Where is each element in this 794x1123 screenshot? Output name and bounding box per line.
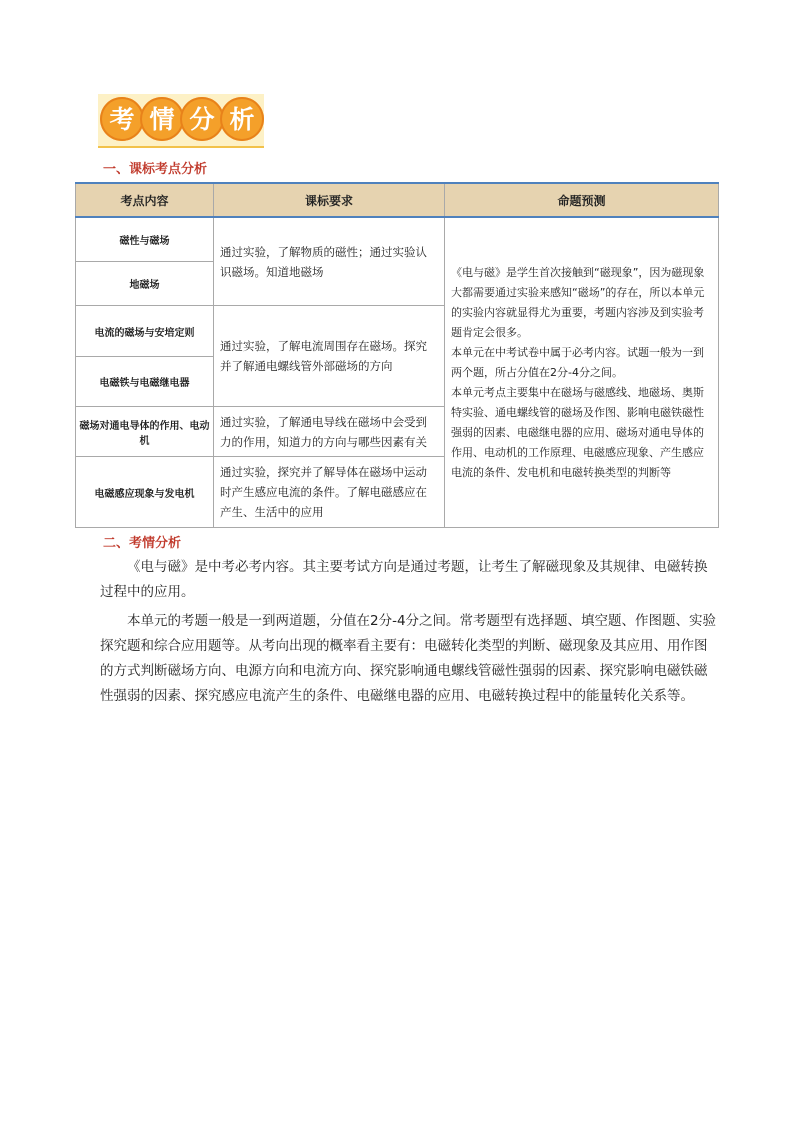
syllabus-table [75, 182, 719, 528]
body-paragraph: 本单元的考题一般是一到两道题，分值在2分-4分之间。常考题型有选择题、填空题、作图题、实验探究题和综合应用题等。从考向出现的概率看主要有：电磁转化类型的判断、磁现象及其应用、用作图的方式判断磁场方向、电源方向和电流方向、探究影响通电螺线管磁性强弱的因素、探究影响电磁铁磁性强弱的因素、探究感应电流产生的条件、电磁继电器的应用、电磁转换过程中的能量转化关系等。 [100, 613, 717, 704]
topic-cell: 磁场对通电导体的作用、电动机 [76, 407, 214, 457]
badge-char: 分 [180, 97, 224, 141]
header-topic: 考点内容 [76, 183, 214, 217]
table-row [76, 217, 719, 261]
header-requirement: 课标要求 [214, 183, 445, 217]
topic-cell: 磁性与磁场 [76, 217, 214, 261]
prediction-paragraph: 本单元考点主要集中在磁场与磁感线、地磁场、奥斯特实验、通电螺线管的磁场及作图、影响电磁铁磁性强弱的因素、电磁继电器的应用、磁场对通电导体的作用、电动机的工作原理、电磁感应现象、产生感应电流的条件、发电机和电磁转换类型的判断等 [451, 385, 704, 479]
section2-title: 二、考情分析 [103, 536, 182, 551]
requirement-cell: 通过实验，探究并了解导体在磁场中运动时产生感应电流的条件。了解电磁感应在产生、生活中的应用 [214, 457, 445, 528]
topic-cell: 地磁场 [76, 262, 214, 306]
badge-char: 情 [140, 97, 184, 141]
section-badge [98, 94, 264, 148]
header-prediction: 命题预测 [445, 183, 719, 217]
table-header-row [76, 183, 719, 217]
topic-cell: 电磁铁与电磁继电器 [76, 356, 214, 406]
requirement-cell: 通过实验，了解电流周围存在磁场。探究并了解通电螺线管外部磁场的方向 [214, 306, 445, 407]
section1-title: 一、课标考点分析 [103, 162, 208, 177]
badge-char: 析 [220, 97, 264, 141]
badge-char: 考 [100, 97, 144, 141]
prediction-paragraph: 《电与磁》是学生首次接触到“磁现象”，因为磁现象大都需要通过实验来感知“磁场”的存在，所以本单元的实验内容就显得尤为重要，考题内容涉及到实验考题肯定会很多。 [451, 265, 705, 339]
prediction-cell [445, 217, 719, 527]
requirement-cell: 通过实验，了解通电导线在磁场中会受到力的作用，知道力的方向与哪些因素有关 [214, 407, 445, 457]
topic-cell: 电磁感应现象与发电机 [76, 457, 214, 528]
prediction-paragraph: 本单元在中考试卷中属于必考内容。试题一般为一到两个题，所占分值在2分-4分之间。 [451, 345, 704, 379]
requirement-cell: 通过实验，了解物质的磁性；通过实验认识磁场。知道地磁场 [214, 217, 445, 306]
body-paragraph: 《电与磁》是中考必考内容。其主要考试方向是通过考题，让考生了解磁现象及其规律、电磁转换过程中的应用。 [100, 559, 708, 600]
topic-cell: 电流的磁场与安培定则 [76, 306, 214, 356]
